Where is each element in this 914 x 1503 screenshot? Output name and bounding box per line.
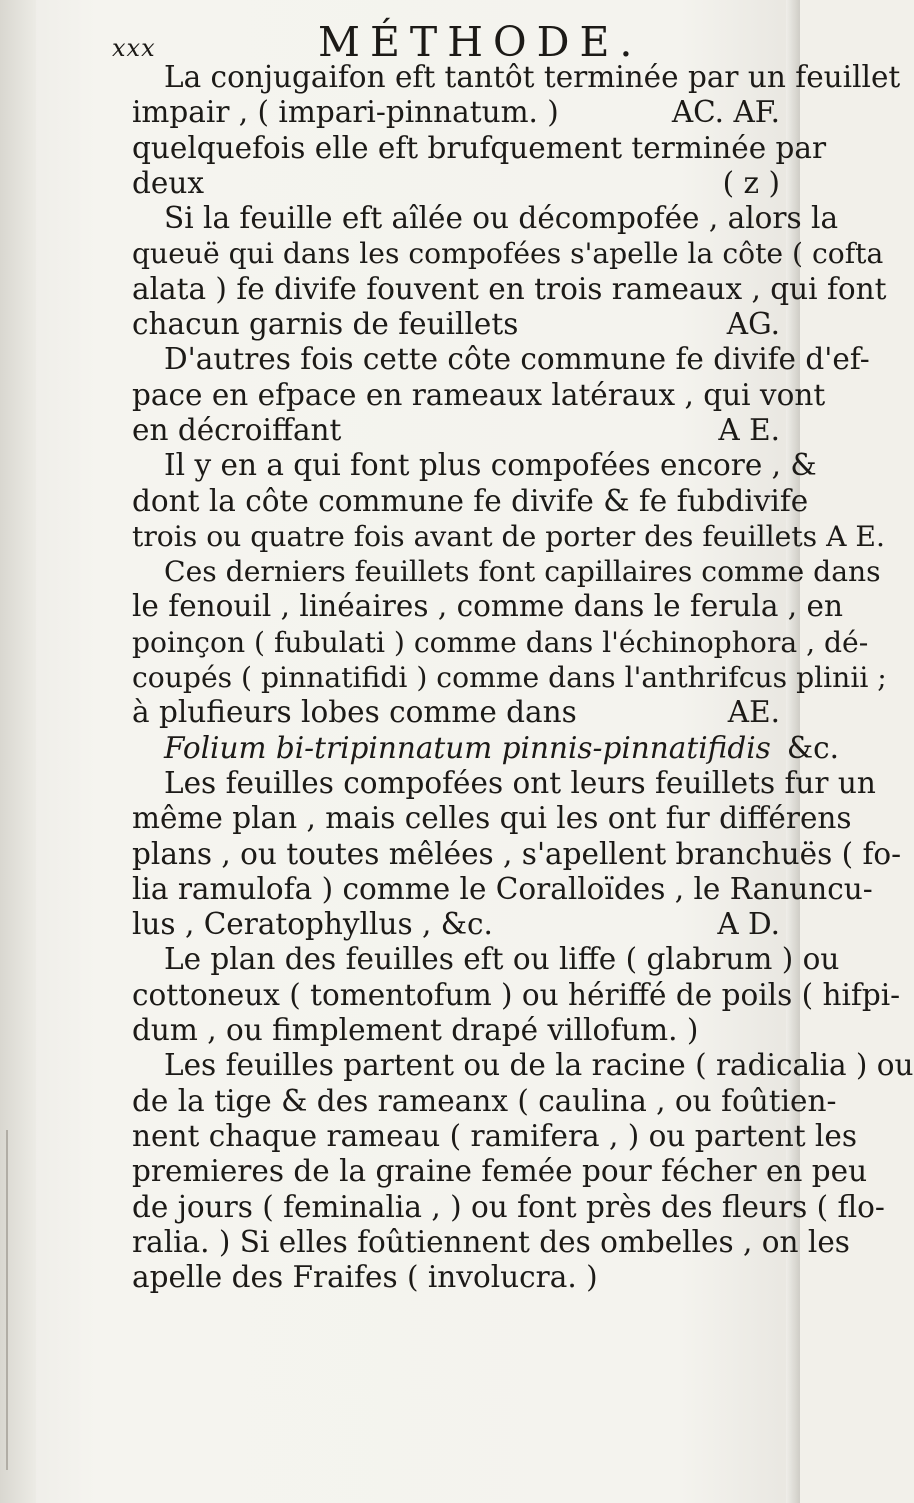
text-line: Ces derniers feuillets font capillaires comme dans: [164, 555, 881, 589]
page-number: xxx: [112, 34, 156, 62]
text-line: Les feuilles partent ou de la racine ( radicalia ) ou: [164, 1048, 914, 1083]
text-line: à plufieurs lobes comme dans AE.: [132, 695, 780, 730]
text-line: ralia. ) Si elles foûtiennent des ombelles , on les: [132, 1224, 850, 1259]
text-line: même plan , mais celles qui les ont fur différens: [132, 801, 852, 836]
text-line: dum , ou fimplement drapé villofum. ): [132, 1013, 699, 1048]
text-line: deux ( z ): [132, 165, 780, 200]
text-line: coupés ( pinnatifidi ) comme dans l'anthrifcus plinii ;: [132, 661, 887, 695]
text-line: dont la côte commune fe divife & fe fubdivife: [132, 483, 809, 518]
text-line: cottoneux ( tomentofum ) ou hériffé de poils ( hifpi-: [132, 977, 901, 1012]
body-text: [132, 60, 914, 1295]
text-line: de la tige & des rameanx ( caulina , ou foûtien-: [132, 1083, 837, 1118]
text-line: Les feuilles compofées ont leurs feuillets fur un: [164, 765, 876, 800]
text-line: D'autres fois cette côte commune fe divife d'ef-: [164, 342, 870, 377]
text-line: poinçon ( fubulati ) comme dans l'échinophora , dé-: [132, 625, 869, 659]
text-line: Si la feuille eft aîlée ou décompofée , alors la: [164, 201, 839, 236]
text-line: La conjugaifon eft tantôt terminée par un feuillet: [164, 60, 901, 94]
page-gutter: [0, 0, 36, 1503]
running-title: MÉTHODE.: [318, 18, 643, 66]
text-line: trois ou quatre fois avant de porter des feuillets A E.: [132, 519, 885, 553]
text-line: quelquefois elle eft brufquement terminée par: [132, 130, 827, 165]
gutter-mark: [6, 1130, 8, 1470]
text-line: en décroiffant A E.: [132, 412, 780, 447]
text-line: alata ) fe divife fouvent en trois rameaux , qui font: [132, 271, 887, 306]
text-line: queuë qui dans les compofées s'apelle la côte ( cofta: [132, 237, 884, 271]
text-line: de jours ( feminalia , ) ou font près des fleurs ( flo-: [132, 1189, 885, 1224]
text-line: Le plan des feuilles eft ou liffe ( glabrum ) ou: [164, 942, 840, 977]
text-line: Folium bi-tripinnatum pinnis-pinnatifidis &c.: [164, 730, 839, 765]
text-line: plans , ou toutes mêlées , s'apellent branchuës ( fo-: [132, 836, 902, 871]
text-line: apelle des Fraifes ( involucra. ): [132, 1260, 598, 1295]
text-line: lia ramulofa ) comme le Coralloïdes , le Ranuncu-: [132, 871, 873, 906]
text-line: pace en efpace en rameaux latéraux , qui vont: [132, 377, 826, 412]
page-header: [112, 10, 712, 64]
text-line: premieres de la graine femée pour fécher en peu: [132, 1154, 868, 1189]
text-line: le fenouil , linéaires , comme dans le ferula , en: [132, 589, 843, 624]
text-line: chacun garnis de feuillets AG.: [132, 307, 780, 342]
text-line: nent chaque rameau ( ramifera , ) ou partent les: [132, 1118, 857, 1153]
text-line: Il y en a qui font plus compofées encore , &: [164, 448, 817, 483]
text-line: impair , ( impari-pinnatum. ) AC. AF.: [132, 95, 780, 130]
text-line: lus , Ceratophyllus , &c. A D.: [132, 907, 780, 942]
